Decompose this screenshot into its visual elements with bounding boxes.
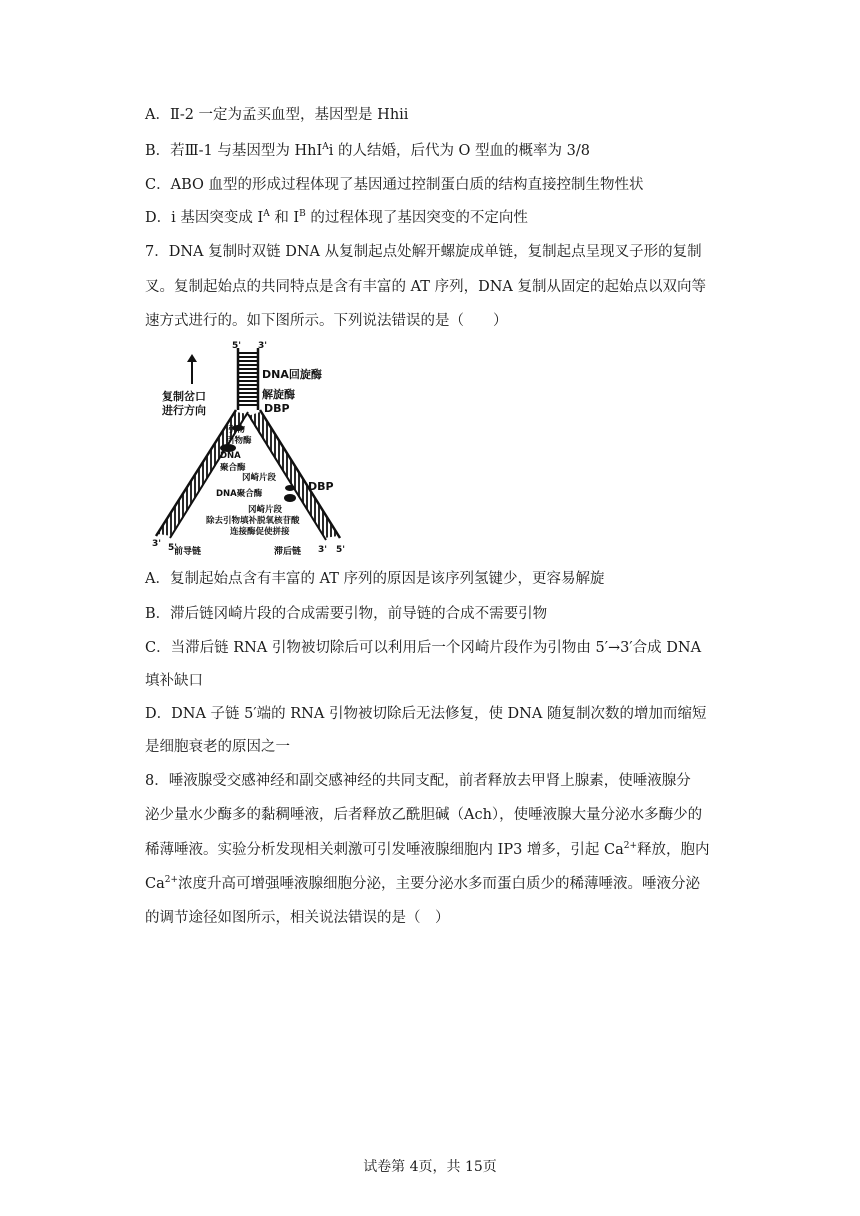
q7-option-b: B．滞后链冈崎片段的合成需要引物，前导链的合成不需要引物 bbox=[145, 606, 548, 622]
dbp-right-label: DBP bbox=[308, 480, 334, 493]
fork-direction-label-1: 复制岔口 bbox=[162, 390, 206, 403]
ligase-label: 连接酶促使拼接 bbox=[230, 527, 290, 537]
q6-option-d: D．i 基因突变成 $I^A$ 和 $I^B$ 的过程体现了基因突变的不定向性 bbox=[145, 209, 528, 226]
q8-stem-line-1: 8．唾液腺受交感神经和副交感神经的共同支配，前者释放去甲肾上腺素，使唾液腺分 bbox=[145, 773, 691, 789]
dna-polymerase-label: DNA聚合酶 bbox=[216, 489, 263, 499]
bottom-left-5-label: 5' bbox=[168, 543, 178, 553]
primer-label: 引物 bbox=[228, 425, 246, 435]
dbp-shape bbox=[285, 485, 295, 491]
bottom-right-3-label: 3' bbox=[318, 545, 328, 555]
q7-option-c-line-2: 填补缺口 bbox=[145, 673, 203, 689]
q7-option-d-line-2: 是细胞衰老的原因之一 bbox=[145, 739, 290, 755]
q8-stem-line-4: $Ca^{2+}$浓度升高可增强唾液腺细胞分泌，主要分泌水多而蛋白质少的稀薄唾液。唾液分泌 bbox=[145, 875, 701, 892]
page-footer: 试卷第 4页，共 15页 bbox=[363, 1159, 497, 1175]
bottom-right-5-label: 5' bbox=[336, 545, 346, 555]
q8-stem-line-3: 稀薄唾液。实验分析发现相关刺激可引发唾液腺细胞内 IP3 增多，引起 $Ca^{2+}$释放，胞内 bbox=[145, 841, 710, 858]
q7-stem-line-2: 叉。复制起始点的共同特点是含有丰富的 AT 序列，DNA 复制从固定的起始点以双向等 bbox=[145, 279, 706, 295]
q8-stem-line-2: 泌少量水少酶多的黏稠唾液，后者释放乙酰胆碱（Ach），使唾液腺大量分泌水多酶少的 bbox=[145, 807, 703, 823]
q6-option-b: B．若Ⅲ-1 与基因型为 HhI$^A$i 的人结婚，后代为 O 型血的概率为 3/8 bbox=[145, 142, 590, 159]
leading-strand-label: 前导链 bbox=[174, 547, 202, 557]
dna-gyrase-label: DNA回旋酶 bbox=[262, 368, 322, 381]
top-3-label: 3' bbox=[258, 341, 268, 351]
q8-stem-line-5: 的调节途径如图所示，相关说法错误的是（ ） bbox=[145, 910, 450, 926]
q7-stem-line-3: 速方式进行的。如下图所示。下列说法错误的是（ ） bbox=[145, 313, 508, 329]
dna-label: DNA bbox=[220, 451, 241, 461]
q7-stem-line-1: 7．DNA 复制时双链 DNA 从复制起点处解开螺旋成单链，复制起点呈现叉子形的复制 bbox=[145, 244, 702, 260]
top-5-label: 5' bbox=[232, 341, 242, 351]
q6-option-c: C．ABO 血型的形成过程体现了基因通过控制蛋白质的结构直接控制生物性状 bbox=[145, 177, 644, 193]
fork-direction-arrow bbox=[187, 354, 197, 384]
dna-replication-fork-diagram bbox=[150, 340, 360, 558]
bottom-left-3-label: 3' bbox=[152, 539, 162, 549]
primase-label: 引物酶 bbox=[226, 436, 252, 446]
q7-option-d-line-1: D．DNA 子链 5′端的 RNA 引物被切除后无法修复，使 DNA 随复制次数的增加而缩短 bbox=[145, 706, 707, 722]
okazaki-label-2: 冈崎片段 bbox=[248, 505, 283, 515]
q6-option-a: A．Ⅱ-2 一定为孟买血型，基因型是 Hhii bbox=[145, 107, 409, 123]
polymerase-2-shape bbox=[284, 494, 296, 502]
remove-primer-label: 除去引物填补脱氧核苷酸 bbox=[206, 516, 300, 526]
parental-helix bbox=[238, 348, 258, 410]
dbp-top-label: DBP bbox=[264, 402, 290, 415]
helicase-label: 解旋酶 bbox=[262, 388, 295, 401]
okazaki-label-1: 冈崎片段 bbox=[242, 473, 277, 483]
q7-option-c-line-1: C．当滞后链 RNA 引物被切除后可以利用后一个冈崎片段作为引物由 5′→3′合成 DNA bbox=[145, 640, 702, 656]
fork-direction-label-2: 进行方向 bbox=[162, 404, 206, 417]
lagging-strand-label: 滞后链 bbox=[274, 547, 302, 557]
q7-option-a: A．复制起始点含有丰富的 AT 序列的原因是该序列氢键少，更容易解旋 bbox=[145, 571, 605, 587]
polymerase-label: 聚合酶 bbox=[220, 463, 246, 473]
